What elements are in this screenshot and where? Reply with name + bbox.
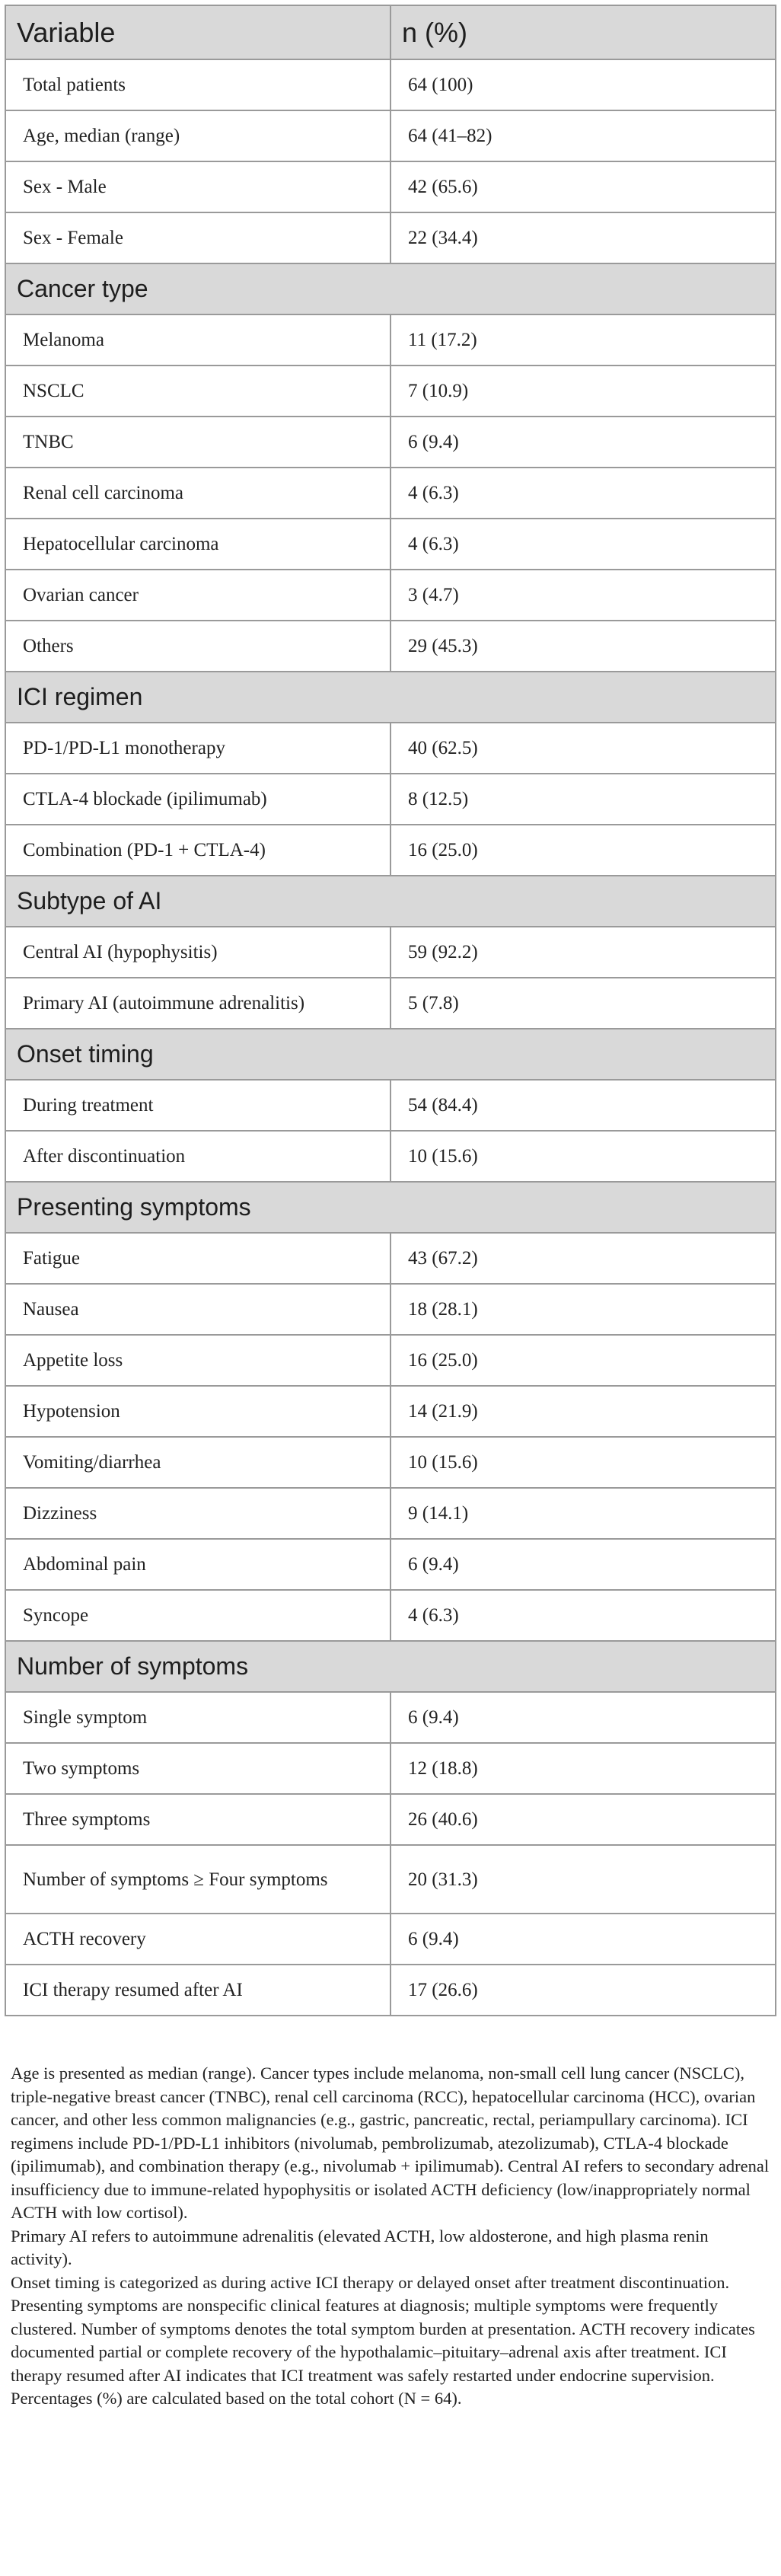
variable-cell: During treatment xyxy=(5,1080,390,1131)
table-row xyxy=(5,1914,776,1965)
variable-cell: Single symptom xyxy=(5,1692,390,1743)
table-row xyxy=(5,1845,776,1914)
value-cell: 3 (4.7) xyxy=(390,570,776,621)
footnote-paragraph: Primary AI refers to autoimmune adrenalitis (elevated ACTH, low aldosterone, and high plasma renin activity). xyxy=(11,2226,709,2268)
variable-cell: NSCLC xyxy=(5,365,390,417)
table-row xyxy=(5,59,776,110)
variable-cell: After discontinuation xyxy=(5,1131,390,1182)
section-label: ICI regimen xyxy=(5,672,776,723)
variable-cell: Dizziness xyxy=(5,1488,390,1539)
table-row xyxy=(5,1335,776,1386)
table-row xyxy=(5,1743,776,1794)
value-cell: 9 (14.1) xyxy=(390,1488,776,1539)
value-cell: 20 (31.3) xyxy=(390,1845,776,1914)
value-cell: 4 (6.3) xyxy=(390,1590,776,1641)
variable-cell: Total patients xyxy=(5,59,390,110)
variable-cell: Age, median (range) xyxy=(5,110,390,161)
table-row xyxy=(5,1488,776,1539)
table-header-row xyxy=(5,5,776,59)
variable-cell: Vomiting/diarrhea xyxy=(5,1437,390,1488)
table-row xyxy=(5,1794,776,1845)
value-cell: 6 (9.4) xyxy=(390,1914,776,1965)
table-row xyxy=(5,110,776,161)
table-row xyxy=(5,927,776,978)
variable-cell: Others xyxy=(5,621,390,672)
table-row xyxy=(5,1692,776,1743)
variable-cell: Appetite loss xyxy=(5,1335,390,1386)
table-row xyxy=(5,1284,776,1335)
section-header-row xyxy=(5,876,776,927)
table-row xyxy=(5,519,776,570)
table-row xyxy=(5,1437,776,1488)
variable-cell: Renal cell carcinoma xyxy=(5,468,390,519)
variable-cell: Nausea xyxy=(5,1284,390,1335)
variable-cell: Central AI (hypophysitis) xyxy=(5,927,390,978)
table-row xyxy=(5,621,776,672)
table-row xyxy=(5,1131,776,1182)
footnote-paragraph: Age is presented as median (range). Cancer types include melanoma, non-small cell lung cancer (NSCLC), triple-negative breast cancer (TNBC), renal cell carcinoma (RCC), hepatocellular carcinoma (HCC), ovarian cancer, and other less common malignancies (e.g., gastric, pancreatic, rectal, periampullary carcinoma). ICI regimens include PD-1/PD-L1 inhibitors (nivolumab, pembrolizumab, atezolizumab), CTLA-4 blockade (ipilimumab), and combination therapy (e.g., nivolumab + ipilimumab). Central AI refers to secondary adrenal insufficiency due to immune-related hypophysitis or isolated ACTH deficiency (low/inappropriately normal ACTH with low cortisol). xyxy=(11,2064,770,2222)
table-row xyxy=(5,212,776,263)
table-row xyxy=(5,1539,776,1590)
value-cell: 10 (15.6) xyxy=(390,1437,776,1488)
variable-cell: Sex - Male xyxy=(5,161,390,212)
value-cell: 6 (9.4) xyxy=(390,1692,776,1743)
table-row xyxy=(5,1386,776,1437)
value-cell: 22 (34.4) xyxy=(390,212,776,263)
value-cell: 54 (84.4) xyxy=(390,1080,776,1131)
variable-cell: Hepatocellular carcinoma xyxy=(5,519,390,570)
table-row xyxy=(5,468,776,519)
value-cell: 5 (7.8) xyxy=(390,978,776,1029)
variable-cell: CTLA-4 blockade (ipilimumab) xyxy=(5,774,390,825)
section-header-row xyxy=(5,672,776,723)
table-row xyxy=(5,825,776,876)
section-label: Cancer type xyxy=(5,263,776,314)
value-cell: 6 (9.4) xyxy=(390,1539,776,1590)
variable-cell: Three symptoms xyxy=(5,1794,390,1845)
value-cell: 14 (21.9) xyxy=(390,1386,776,1437)
table-row xyxy=(5,723,776,774)
variable-cell: Fatigue xyxy=(5,1233,390,1284)
value-cell: 10 (15.6) xyxy=(390,1131,776,1182)
value-cell: 26 (40.6) xyxy=(390,1794,776,1845)
section-label: Number of symptoms xyxy=(5,1641,776,1692)
variable-cell: Number of symptoms ≥ Four symptoms xyxy=(5,1845,390,1914)
variable-cell: Abdominal pain xyxy=(5,1539,390,1590)
value-cell: 64 (41–82) xyxy=(390,110,776,161)
header-n-percent: n (%) xyxy=(390,5,776,59)
section-label: Subtype of AI xyxy=(5,876,776,927)
value-cell: 59 (92.2) xyxy=(390,927,776,978)
value-cell: 40 (62.5) xyxy=(390,723,776,774)
section-label: Onset timing xyxy=(5,1029,776,1080)
variable-cell: Combination (PD-1 + CTLA-4) xyxy=(5,825,390,876)
variable-cell: ICI therapy resumed after AI xyxy=(5,1965,390,2016)
table-body xyxy=(5,59,776,2016)
value-cell: 11 (17.2) xyxy=(390,314,776,365)
value-cell: 8 (12.5) xyxy=(390,774,776,825)
value-cell: 18 (28.1) xyxy=(390,1284,776,1335)
table-row xyxy=(5,774,776,825)
table-row xyxy=(5,365,776,417)
variable-cell: ACTH recovery xyxy=(5,1914,390,1965)
variable-cell: PD-1/PD-L1 monotherapy xyxy=(5,723,390,774)
value-cell: 16 (25.0) xyxy=(390,1335,776,1386)
value-cell: 16 (25.0) xyxy=(390,825,776,876)
value-cell: 17 (26.6) xyxy=(390,1965,776,2016)
table-row xyxy=(5,161,776,212)
value-cell: 64 (100) xyxy=(390,59,776,110)
section-header-row xyxy=(5,1029,776,1080)
section-header-row xyxy=(5,1182,776,1233)
section-header-row xyxy=(5,1641,776,1692)
value-cell: 43 (67.2) xyxy=(390,1233,776,1284)
table-row xyxy=(5,1965,776,2016)
table-row xyxy=(5,1233,776,1284)
variable-cell: Syncope xyxy=(5,1590,390,1641)
value-cell: 29 (45.3) xyxy=(390,621,776,672)
value-cell: 12 (18.8) xyxy=(390,1743,776,1794)
value-cell: 4 (6.3) xyxy=(390,519,776,570)
variable-cell: Two symptoms xyxy=(5,1743,390,1794)
variable-cell: Sex - Female xyxy=(5,212,390,263)
table-row xyxy=(5,570,776,621)
table-row xyxy=(5,1080,776,1131)
variable-cell: Hypotension xyxy=(5,1386,390,1437)
table-row xyxy=(5,314,776,365)
variable-cell: TNBC xyxy=(5,417,390,468)
variable-cell: Ovarian cancer xyxy=(5,570,390,621)
variable-cell: Primary AI (autoimmune adrenalitis) xyxy=(5,978,390,1029)
value-cell: 42 (65.6) xyxy=(390,161,776,212)
value-cell: 7 (10.9) xyxy=(390,365,776,417)
cohort-characteristics-table xyxy=(5,5,776,2016)
value-cell: 6 (9.4) xyxy=(390,417,776,468)
table-footnotes xyxy=(11,2062,772,2411)
table-row xyxy=(5,417,776,468)
table-row xyxy=(5,1590,776,1641)
header-variable: Variable xyxy=(5,5,390,59)
value-cell: 4 (6.3) xyxy=(390,468,776,519)
section-header-row xyxy=(5,263,776,314)
variable-cell: Melanoma xyxy=(5,314,390,365)
section-label: Presenting symptoms xyxy=(5,1182,776,1233)
table-row xyxy=(5,978,776,1029)
footnote-paragraph: Onset timing is categorized as during active ICI therapy or delayed onset after treatment discontinuation. Presenting symptoms are nonspecific clinical features at diagnosis; multiple symptoms were frequently clustered. Number of symptoms denotes the total symptom burden at presentation. ACTH recovery indicates documented partial or complete recovery of the hypothalamic–pituitary–adrenal axis after treatment. ICI therapy resumed after AI indicates that ICI treatment was safely restarted under endocrine supervision. Percentages (%) are calculated based on the total cohort (N = 64). xyxy=(11,2272,755,2408)
